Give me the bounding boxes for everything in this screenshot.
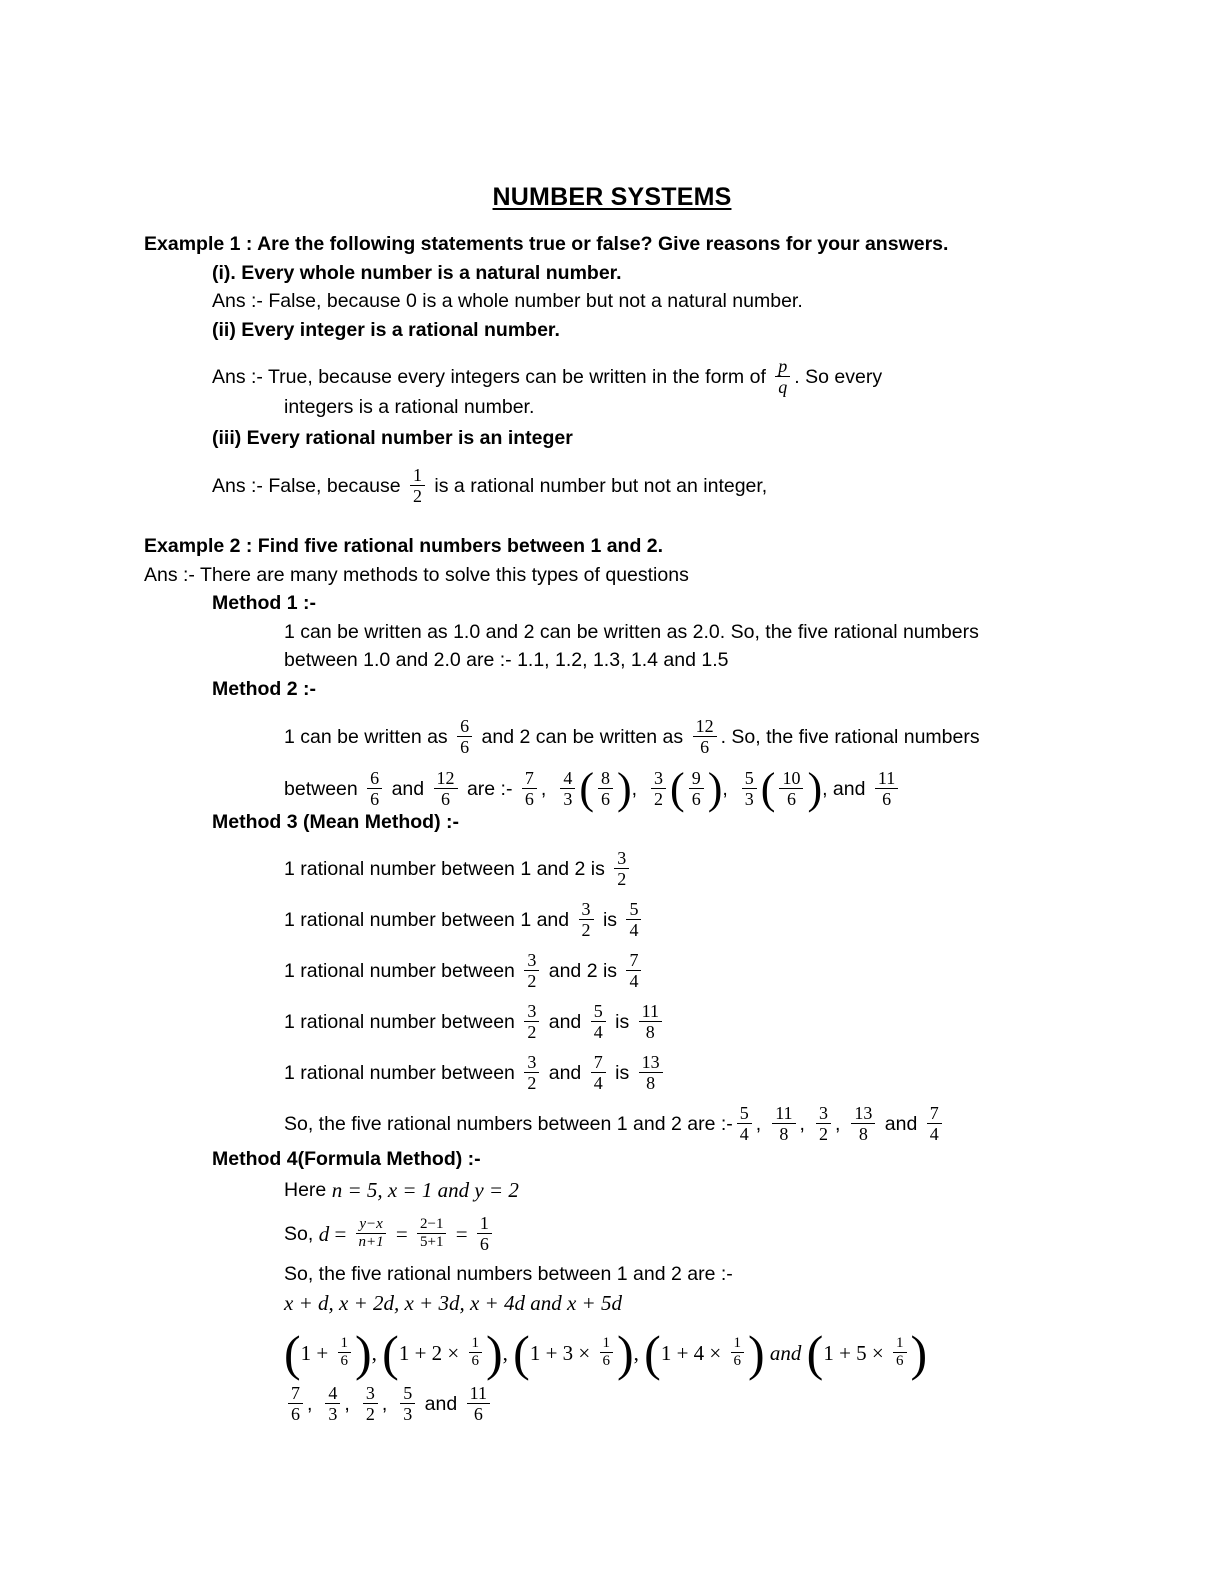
fraction-3-over-2: $\frac{3}{2}$ <box>363 1384 378 1424</box>
method3-row-1: 1 rational number between 1 and 2 is $\frac{3}{2}$ <box>284 850 633 890</box>
method3-row-3: 1 rational number between $\frac{3}{2}$ and 2 is $\frac{7}{4}$ <box>284 952 645 992</box>
method2-line1: 1 can be written as $\frac{6}{6}$ and 2 can be written as $\frac{12}{6}$ . So, the five rational numbers <box>284 716 980 758</box>
method3-summary: So, the five rational numbers between 1 and 2 are :- $\frac{5}{4}$ , $\frac{11}{8}$ , $\frac{3}{2}$ , $\frac{13}{8}$ and $\frac{7}{4}$ <box>284 1105 946 1145</box>
fraction-4-over-3: $\frac{4}{3}$ <box>560 769 575 809</box>
method4-expressions: ( 1 + $\frac{1}{6}$ ) , ( 1 + 2 × $\frac{1}{6}$ ) , ( 1 + 3 × $\frac{1}{6}$ ) , ( 1 + 4 × $\frac{1}{6}$ ) and ( 1 + 5 × $\frac{1}{6}$ ) <box>284 1324 928 1381</box>
method3-row-5: 1 rational number between $\frac{3}{2}$ and $\frac{7}{4}$ is $\frac{13}{8}$ <box>284 1054 667 1094</box>
method4-heading: Method 4(Formula Method) :- <box>212 1148 481 1170</box>
fraction-p-over-q: $\frac{p}{q}$ <box>775 357 790 397</box>
fraction-2-minus-1-over-5-plus-1: $\frac{2-1}{5+1}$ <box>417 1217 446 1251</box>
fraction-5-over-3: $\frac{5}{3}$ <box>742 769 757 809</box>
fraction-13-over-8: $\frac{13}{8}$ <box>851 1104 875 1144</box>
fraction-1-over-6: $\frac{1}{6}$ <box>338 1336 352 1370</box>
fraction-9-over-6: $\frac{9}{6}$ <box>689 769 704 809</box>
math-terms: x + d, x + 2d, x + 3d, x + 4d and x + 5d <box>284 1291 622 1315</box>
math-variable-d: d <box>318 1222 330 1247</box>
fraction-3-over-2: $\frac{3}{2}$ <box>524 951 539 991</box>
math-given-values: n = 5, x = 1 and y = 2 <box>331 1178 519 1202</box>
expression-group-5: ( 1 + 5 × $\frac{1}{6}$ ) <box>806 1324 928 1381</box>
method2-heading: Method 2 :- <box>212 678 316 700</box>
example1-heading: Example 1 : Are the following statements true or false? Give reasons for your answers. <box>144 233 949 255</box>
example1-answer-i: Ans :- False, because 0 is a whole number but not a natural number. <box>212 290 803 312</box>
fraction-5-over-4: $\frac{5}{4}$ <box>737 1104 752 1144</box>
fraction-1-over-6: $\frac{1}{6}$ <box>477 1214 492 1254</box>
fraction-5-over-3: $\frac{5}{3}$ <box>400 1384 415 1424</box>
example1-answer-ii-cont: integers is a rational number. <box>284 396 535 418</box>
fraction-7-over-4: $\frac{7}{4}$ <box>591 1053 606 1093</box>
fraction-12-over-6: $\frac{12}{6}$ <box>693 717 717 757</box>
fraction-5-over-4: $\frac{5}{4}$ <box>591 1002 606 1042</box>
fraction-1-over-6: $\frac{1}{6}$ <box>731 1336 745 1370</box>
paren-group-9-over-6: ( $\frac{9}{6}$ ) <box>670 763 723 813</box>
paren-group-8-over-6: ( $\frac{8}{6}$ ) <box>579 763 632 813</box>
fraction-11-over-6: $\frac{11}{6}$ <box>467 1384 490 1424</box>
fraction-one-half: $\frac{1}{2}$ <box>410 466 425 506</box>
fraction-10-over-6: $\frac{10}{6}$ <box>779 769 803 809</box>
method4-answer-intro: So, the five rational numbers between 1 and 2 are :- <box>284 1263 733 1285</box>
method3-row-4: 1 rational number between $\frac{3}{2}$ and $\frac{5}{4}$ is $\frac{11}{8}$ <box>284 1003 666 1043</box>
fraction-7-over-4: $\frac{7}{4}$ <box>626 951 641 991</box>
fraction-11-over-6: $\frac{11}{6}$ <box>875 769 898 809</box>
fraction-11-over-8: $\frac{11}{8}$ <box>639 1002 662 1042</box>
example2-answer-intro: Ans :- There are many methods to solve this types of questions <box>144 564 689 586</box>
fraction-11-over-8: $\frac{11}{8}$ <box>772 1104 795 1144</box>
fraction-3-over-2: $\frac{3}{2}$ <box>614 849 629 889</box>
fraction-6-over-6: $\frac{6}{6}$ <box>367 769 382 809</box>
method4-given-values: Here n = 5, x = 1 and y = 2 <box>284 1178 519 1202</box>
page-title-text: NUMBER SYSTEMS <box>492 183 732 211</box>
method1-heading: Method 1 :- <box>212 592 316 614</box>
method4-terms <box>284 1293 622 1314</box>
fraction-3-over-2: $\frac{3}{2}$ <box>579 900 594 940</box>
fraction-1-over-6: $\frac{1}{6}$ <box>600 1336 614 1370</box>
example1-question-iii: (iii) Every rational number is an integer <box>212 427 573 449</box>
fraction-4-over-3: $\frac{4}{3}$ <box>325 1384 340 1424</box>
method1-line1: 1 can be written as 1.0 and 2 can be written as 2.0. So, the five rational numbers <box>284 621 979 643</box>
fraction-1-over-6: $\frac{1}{6}$ <box>469 1336 483 1370</box>
fraction-3-over-2: $\frac{3}{2}$ <box>651 769 666 809</box>
fraction-7-over-6: $\frac{7}{6}$ <box>288 1384 303 1424</box>
fraction-3-over-2: $\frac{3}{2}$ <box>816 1104 831 1144</box>
and-connector: and <box>764 1341 807 1366</box>
fraction-8-over-6: $\frac{8}{6}$ <box>598 769 613 809</box>
expression-group-1: ( 1 + $\frac{1}{6}$ ) <box>284 1324 372 1381</box>
fraction-12-over-6: $\frac{12}{6}$ <box>434 769 458 809</box>
method1-line2: between 1.0 and 2.0 are :- 1.1, 1.2, 1.3, 1.4 and 1.5 <box>284 649 729 671</box>
example1-answer-iii: Ans :- False, because $\frac{1}{2}$ is a rational number but not an integer, <box>212 465 768 507</box>
method3-row-2: 1 rational number between 1 and $\frac{3}{2}$ is $\frac{5}{4}$ <box>284 901 645 941</box>
method4-results: $\frac{7}{6}$ , $\frac{4}{3}$ , $\frac{3}{2}$ , $\frac{5}{3}$ and $\frac{11}{6}$ <box>284 1385 494 1425</box>
fraction-13-over-8: $\frac{13}{8}$ <box>639 1053 663 1093</box>
page-title <box>0 183 1224 212</box>
fraction-3-over-2: $\frac{3}{2}$ <box>524 1053 539 1093</box>
example1-question-ii: (ii) Every integer is a rational number. <box>212 319 560 341</box>
method3-heading: Method 3 (Mean Method) :- <box>212 811 459 833</box>
example2-heading: Example 2 : Find five rational numbers between 1 and 2. <box>144 535 664 557</box>
method2-line2: between $\frac{6}{6}$ and $\frac{12}{6}$ are :- $\frac{7}{6}$ , $\frac{4}{3}$ ( $\frac{8}{6}$ ) , $\frac{3}{2}$ ( $\frac{9}{6}$ ) , $\frac{5}{3}$ ( $\frac{10}{6}$ ) , and $\frac{11}{6}$ <box>284 770 902 810</box>
fraction-7-over-6: $\frac{7}{6}$ <box>522 769 537 809</box>
fraction-3-over-2: $\frac{3}{2}$ <box>524 1002 539 1042</box>
expression-group-4: ( 1 + 4 × $\frac{1}{6}$ ) <box>644 1324 765 1381</box>
expression-group-2: ( 1 + 2 × $\frac{1}{6}$ ) <box>382 1324 503 1381</box>
example1-answer-ii: Ans :- True, because every integers can be written in the form of $\frac{p}{q}$ . So every <box>212 356 883 398</box>
fraction-6-over-6: $\frac{6}{6}$ <box>457 717 472 757</box>
example1-question-i: (i). Every whole number is a natural number. <box>212 262 622 284</box>
fraction-5-over-4: $\frac{5}{4}$ <box>626 900 641 940</box>
fraction-y-minus-x-over-n-plus-1: $\frac{y-x}{n+1}$ <box>356 1217 387 1251</box>
paren-group-10-over-6: ( $\frac{10}{6}$ ) <box>760 763 823 813</box>
fraction-1-over-6: $\frac{1}{6}$ <box>893 1336 907 1370</box>
method4-d-formula: So, d = $\frac{y-x}{n+1}$ = $\frac{2-1}{5+1}$ = $\frac{1}{6}$ <box>284 1215 496 1255</box>
fraction-7-over-4: $\frac{7}{4}$ <box>927 1104 942 1144</box>
expression-group-3: ( 1 + 3 × $\frac{1}{6}$ ) <box>513 1324 634 1381</box>
